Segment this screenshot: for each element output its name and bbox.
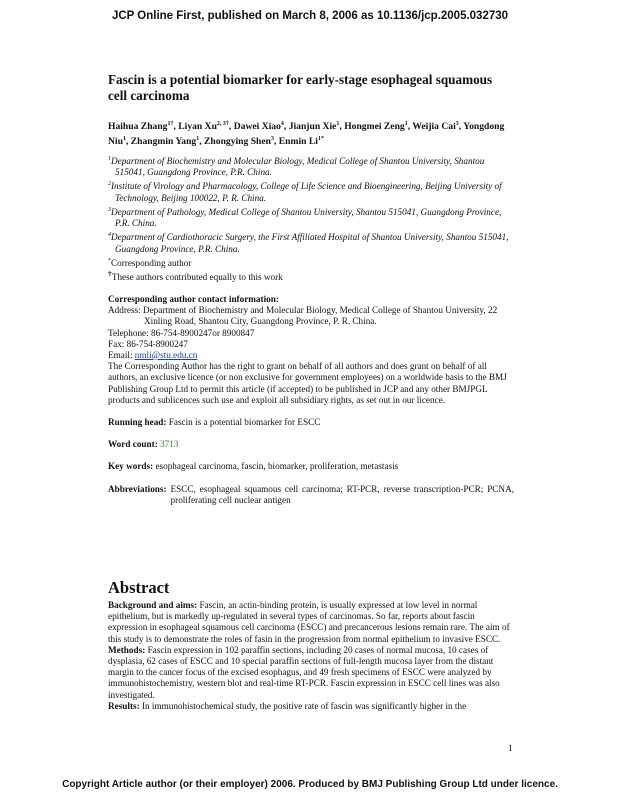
key-words: Key words: esophageal carcinoma, fascin, biomarker, proliferation, metastasis [108,461,399,472]
author-affiliation-mark: 1 [122,136,126,143]
contact-section [108,294,514,506]
publication-banner: JCP Online First, published on March 8, 2006 as 10.1136/jcp.2005.032730 [111,10,509,22]
contact-heading: Corresponding author contact information: [108,294,279,304]
paper-title: Fascin is a potential biomarker for early-stage esophageal squamous cell carcinoma [108,72,493,103]
author-affiliation-mark: 3 [270,136,274,143]
affiliation-number: 2 [108,181,111,188]
author-name: Dawei Xiao [233,121,281,133]
author-affiliation-mark: 1* [317,136,324,143]
affiliation-item [108,205,514,229]
author-affiliation-mark: 1 [196,136,200,143]
copyright-banner: Copyright Article author (or their employer) 2006. Produced by BMJ Publishing Group Ltd under licence. [62,779,558,790]
author-affiliation-mark: 2, 3† [216,121,229,127]
affiliation-item [108,154,514,178]
abstract-background: Background and aims: Fascin, an actin-binding protein, is usually expressed at low level in normal epithelium, but is markedly up-regulated in several types of carcinomas. So far, reports about fascin expression in esophageal squamous cell carcinoma (ESCC) and precancerous lesions remain rare. The aim of this study is to demonstrate the roles of fasin in the progression from normal epithelium to invasive ESCC. [108,600,510,644]
page-number: 1 [508,744,513,754]
affiliation-number: 1 [108,156,111,162]
contact-telephone: Telephone: 86-754-8900247or 8900847 [108,327,255,338]
affiliation-item [108,179,514,203]
affiliation-text: Department of Pathology, Medical College of Shantou University, Shantou 515041, Guangdong Province, P.R. China. [111,207,502,229]
author-name: Enmin Li [278,136,318,148]
author-name: Zhangmin Yang [130,136,197,148]
author-affiliation-mark: 1† [167,121,174,127]
contact-fax: Fax: 86-754-8900247 [108,338,188,349]
email-link[interactable]: nmli@stu.edu.cn [134,350,198,361]
author-affiliation-mark: 1 [404,121,408,127]
contact-email: Email: nmli@stu.edu.cn [108,350,198,361]
author-affiliation-mark: 1 [336,121,340,127]
author-name: Yongdong Niu [108,121,505,148]
affiliation-text: Institute of Virology and Pharmacology, College of Life Science and Bioengineering, Beijing University of Technology, Beijing 100022, P. R. China. [111,181,502,203]
abstract-heading: Abstract [108,578,170,597]
author-affiliation-mark: 3 [455,121,459,127]
corresponding-note: *Corresponding author [108,257,192,268]
affiliations [108,154,514,270]
abstract-results: Results: In immunohistochemical study, the positive rate of fascin was significantly higher in the [108,700,467,711]
abstract-methods: Methods: Fascin expression in 102 paraffin sections, including 20 cases of normal mucosa, 10 cases of dysplasia, 62 cases of ESCC and 10 special paraffin sections of full-length mucosa layer from the distant margin to the cancer focus of the excised esophagus, and 49 fresh specimens of ESCC were analyzed by immunohistochemistry, western blot and real-time RT-PCR. Fascin expression in ESCC cell lines was also investigated. [108,644,500,700]
author-name: Weijia Cai [412,121,456,133]
author-name: Liyan Xu [178,121,217,133]
running-head: Running head: Fascin is a potential biomarker for ESCC [108,417,321,428]
affiliation-text: Department of Cardiothoracic Surgery, the First Affiliated Hospital of Shantou University, Shantou 515041, Guangdong Province, P.R. China. [111,232,509,254]
abbreviations: Abbreviations: ESCC, esophageal squamous cell carcinoma; RT-PCR, reverse transcription-PCR; PCNA, proliferating cell nuclear antigen [108,483,514,505]
author-name: Zhongying Shen [204,136,271,148]
author-name: Hongmei Zeng [344,121,405,133]
equal-contribution-note: †These authors contributed equally to this work [108,269,283,283]
author-list: Haihua Zhang$^{1\dagger}$, Liyan $Xu^{2, 3\dagger}$, Dawei Xiao$^4$, Jianjun Xie$^1$, Hongmei Zeng$^1$, Weijia Cai$^3$, Yongdong Niu$^1$, Zhangmin Yang$^1$, Zhongying Shen$^3$, Enmin $Li^{1*}$ [108,121,505,148]
licence-statement: The Corresponding Author has the right to grant on behalf of all authors and does grant on behalf of all authors, an exclusive licence (or non exclusive for government employees) on a worldwide basis to the BMJ Publishing Group Ltd to permit this article (if accepted) to be published in JCP and any other BMJPGL products and sublicences such use and exploit all subsidiary rights, as set out in our licence. [108,361,507,405]
abstract-body [108,600,514,712]
affiliation-number: 3 [108,206,111,213]
affiliation-number: 4 [108,232,111,239]
affiliation-text: Department of Biochemistry and Molecular Biology, Medical College of Shantou University, Shantou 515041, Guangdong Province, P.R. China. [111,156,485,178]
word-count: Word count: 3713 [108,439,179,450]
author-affiliation-mark: 4 [280,121,284,127]
author-name: Haihua Zhang [108,121,168,133]
contact-address: Address: Department of Biochemistry and Molecular Biology, Medical College of Shantou University, 22 Xinling Road, Shantou City, Guangdong Province, P. R. China. [108,305,498,327]
affiliation-item [108,230,514,254]
author-name: Jianjun Xie [288,121,337,133]
